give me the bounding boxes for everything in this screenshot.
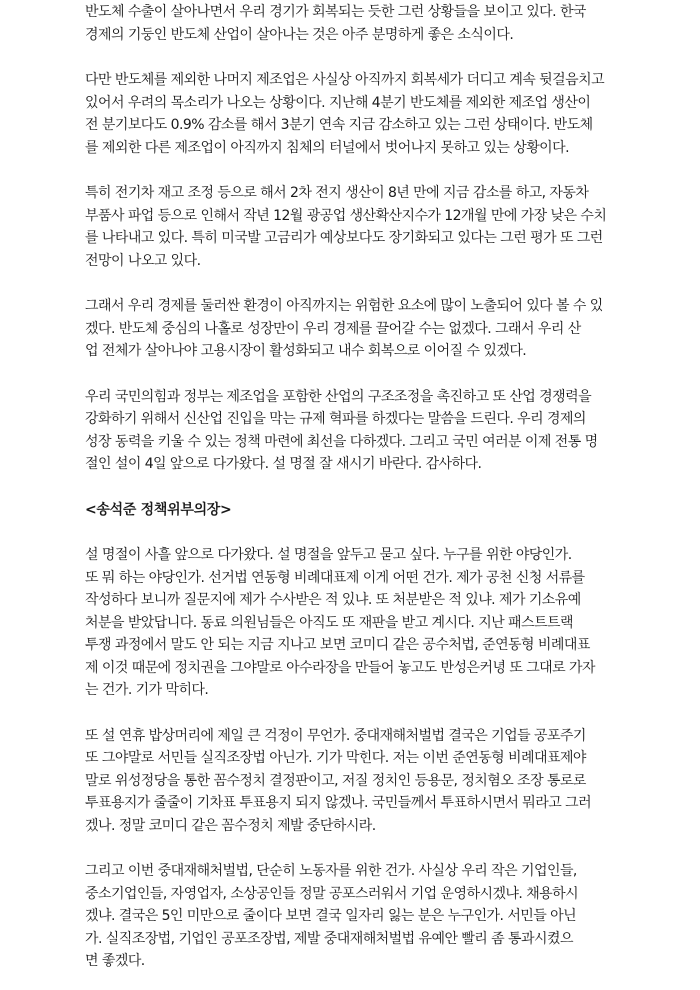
paragraph [85,182,636,272]
text-line: 가. 실직조장법, 기업인 공포조장법, 제발 중대재해처벌법 유예안 빨리 좀 통과시켰으 [85,930,573,947]
text-line: 반도체 수출이 살아나면서 우리 경기가 회복되는 듯한 그런 상황들을 보이고 있다. 한국 [85,4,586,20]
text-line: 특히 전기차 재고 조정 등으로 해서 2차 전지 생산이 8년 만에 지금 감소를 하고, 자동차 [85,185,589,201]
text-line: 겠다. 반도체 중심의 나홀로 성장만이 우리 경제를 끌어갈 수는 없겠다. 그래서 우리 산 [85,320,581,337]
remarks-section-2 [85,544,636,973]
text-line: 를 제외한 다른 제조업이 아직까지 침체의 터널에서 벗어나지 못하고 있는 상황이다. [85,139,570,156]
text-line: 부품사 파업 등으로 인해서 작년 12월 광공업 생산확산지수가 12개월 만에 가장 낮은 수치 [85,207,607,224]
text-line: 중소기업인들, 자영업자, 소상공인들 정말 공포스러워서 기업 운영하시겠냐. 채용하시 [85,885,579,902]
text-line: 또 설 연휴 밥상머리에 제일 큰 걱정이 무언가. 중대재해처벌법 결국은 기업들 공포주기 [85,727,586,744]
text-line: 투쟁 과정에서 말도 안 되는 지금 지나고 보면 코미디 같은 공수처법, 준연동형 비례대표 [85,637,590,653]
text-line: 겠냐. 결국은 5인 미만으로 줄이다 보면 결국 일자리 잃는 분은 누구인가. 서민들 아닌 [85,908,577,924]
text-line: 다만 반도체를 제외한 나머지 제조업은 사실상 아직까지 회복세가 더디고 계속 뒷걸음치고 [85,72,605,88]
text-line: 는 건가. 기가 막히다. [85,682,209,698]
remarks-section-1 [85,1,636,476]
text-line: 또 그야말로 서민들 실직조장법 아닌가. 기가 막힌다. 저는 이번 준연동형 비례대표제야 [85,750,586,766]
text-line: 경제의 기둥인 반도체 산업이 살아나는 것은 아주 분명하게 좋은 소식이다. [85,26,514,43]
paragraph [85,725,636,838]
text-line: 그리고 이번 중대재해처벌법, 단순히 노동자를 위한 건가. 사실상 우리 작은 기업인들, [85,863,577,879]
paragraph [85,295,636,363]
text-line: 절인 설이 4일 앞으로 다가왔다. 설 명절 잘 새시기 바란다. 감사하다. [85,456,482,472]
text-line: 그래서 우리 경제를 둘러싼 환경이 아직까지는 위험한 요소에 많이 노출되어 있다 볼 수 있 [85,298,603,314]
text-line: 전망이 나오고 있다. [85,252,201,269]
paragraph [85,544,636,702]
text-line: 업 전체가 살아나야 고용시장이 활성화되고 내수 회복으로 이어질 수 있겠다. [85,343,527,359]
text-line: 면 좋겠다. [85,953,145,969]
text-line: 제 이것 때문에 정치권을 그야말로 아수라장을 만들어 놓고도 반성은커녕 또 그대로 가자 [85,659,595,676]
text-line: 전 분기보다도 0.9% 감소를 해서 3분기 연속 지금 감소하고 있는 그런 상태이다. 반도체 [85,117,593,133]
section-heading: <송석준 정책위부의장> [85,501,232,518]
text-line: 강화하기 위해서 신산업 진입을 막는 규제 혁파를 하겠다는 말씀을 드린다. 우리 경제의 [85,411,586,427]
text-line: 투표용지가 줄줄이 기차표 투표용지 되지 않겠나. 국민들께서 투표하시면서 뭐라고 그러 [85,795,592,811]
document-body [85,0,636,973]
paragraph [85,69,636,159]
text-line: 말로 위성정당을 통한 꼼수정치 결정판이고, 저질 정치인 등용문, 정치혐오 조장 통로로 [85,772,586,789]
text-line: 설 명절이 사흘 앞으로 다가왔다. 설 명절을 앞두고 묻고 싶다. 누구를 위한 야당인가. [85,547,572,563]
text-line: 또 뭐 하는 야당인가. 선거법 연동형 비례대표제 이게 어떤 건가. 제가 공천 신청 서류를 [85,569,585,586]
text-line: 있어서 우려의 목소리가 나오는 상황이다. 지난해 4분기 반도체를 제외한 제조업 생산이 [85,94,591,111]
text-line: 작성하다 보니까 질문지에 제가 수사받은 적 있냐. 또 처분받은 적 있냐. 제가 기소유예 [85,592,581,608]
text-line: 우리 국민의힘과 정부는 제조업을 포함한 산업의 구조조정을 촉진하고 또 산업 경쟁력을 [85,388,592,405]
paragraph [85,1,636,46]
text-line: 성장 동력을 키울 수 있는 정책 마련에 최선을 다하겠다. 그리고 국민 여러분 이제 전통 명 [85,433,598,450]
paragraph [85,386,636,476]
text-line: 를 나타내고 있다. 특히 미국발 고금리가 예상보다도 장기화되고 있다는 그런 평가 또 그런 [85,230,603,246]
paragraph [85,860,636,973]
text-line: 겠나. 정말 코미디 같은 꼼수정치 제발 중단하시라. [85,817,376,834]
text-line: 처분을 받았답니다. 동료 의원님들은 아직도 또 재판을 받고 계시다. 지난 패스트트랙 [85,614,573,631]
